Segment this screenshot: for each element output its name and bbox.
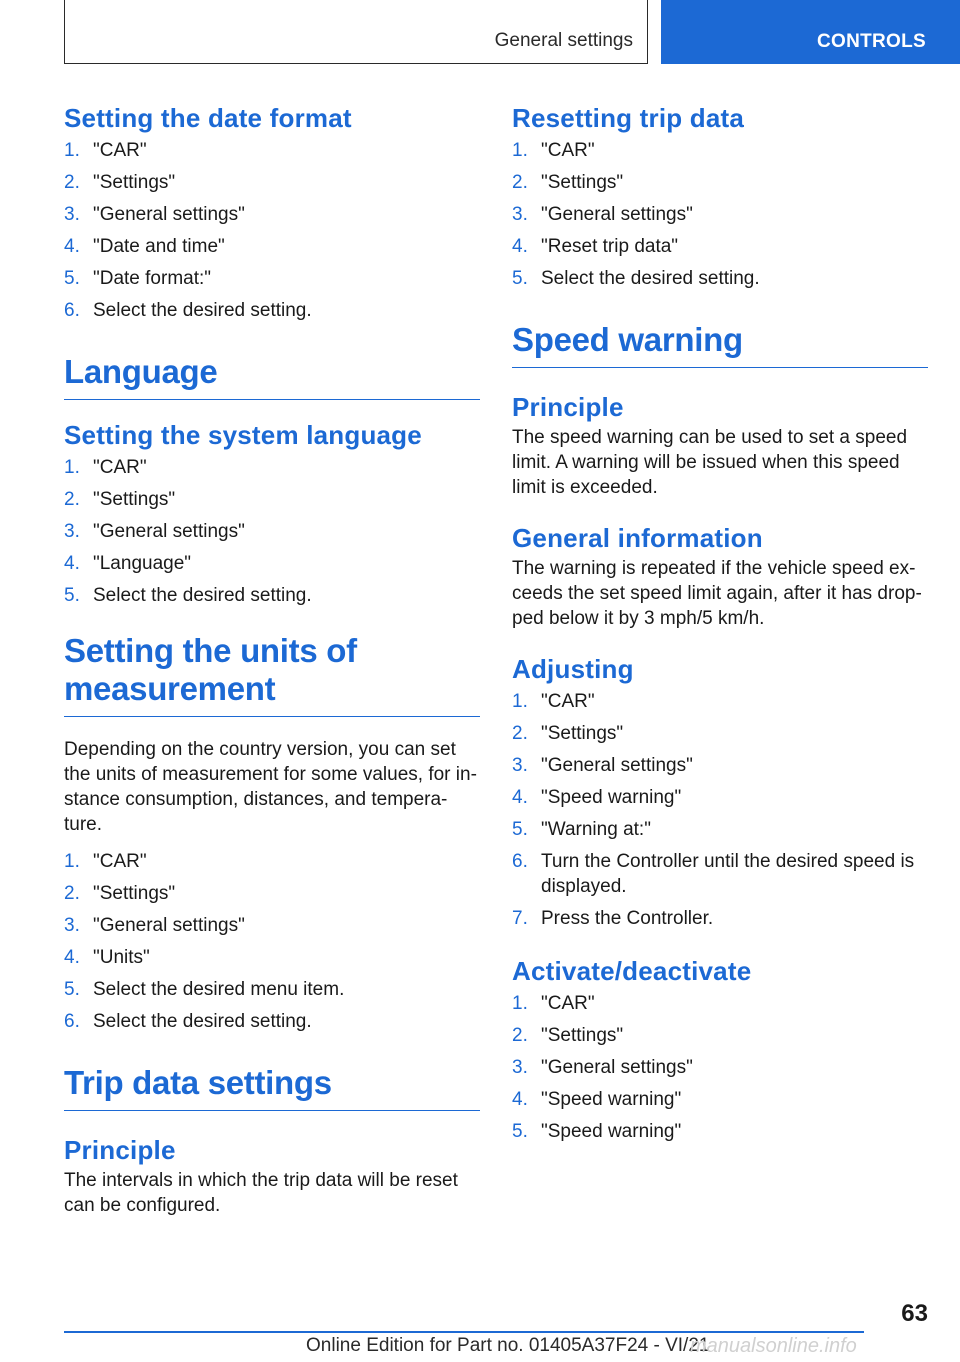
step-number: 7. xyxy=(512,908,528,929)
activate-step xyxy=(512,1087,928,1112)
units-intro: Depending on the country version, you can set the units of measurement for some values, for in-stance consumption, distances, and tempera-ture. xyxy=(64,739,477,835)
activate-step xyxy=(512,1023,928,1048)
step-number: 6. xyxy=(512,851,528,872)
step-number: 3. xyxy=(512,204,528,225)
step-text: "CAR" xyxy=(93,140,147,161)
header-chapter-title: CONTROLS xyxy=(816,31,926,52)
step-number: 4. xyxy=(64,236,80,257)
reset-trip-step xyxy=(512,170,928,195)
step-number: 1. xyxy=(512,140,528,161)
language-step xyxy=(64,487,480,512)
step-text: Select the desired setting. xyxy=(93,585,312,606)
step-number: 1. xyxy=(64,851,80,872)
adjusting-steps xyxy=(512,689,928,931)
step-number: 2. xyxy=(64,489,80,510)
step-number: 4. xyxy=(512,236,528,257)
step-text: "Speed warning" xyxy=(541,1121,682,1142)
step-number: 3. xyxy=(512,1057,528,1078)
step-text: "Speed warning" xyxy=(541,1089,682,1110)
step-number: 2. xyxy=(64,172,80,193)
trip-data-heading: Trip data settings xyxy=(64,1064,480,1111)
step-text: "General settings" xyxy=(541,1057,693,1078)
activate-step xyxy=(512,1119,928,1144)
step-number: 5. xyxy=(512,819,528,840)
date-format-step xyxy=(64,266,480,291)
step-number: 5. xyxy=(512,1121,528,1142)
step-text: "General settings" xyxy=(93,915,245,936)
step-text: Select the desired setting. xyxy=(541,268,760,289)
units-step xyxy=(64,945,480,970)
step-number: 3. xyxy=(64,521,80,542)
date-format-step xyxy=(64,202,480,227)
step-text: "General settings" xyxy=(93,521,245,542)
step-number: 4. xyxy=(64,947,80,968)
adjusting-step xyxy=(512,689,928,714)
step-text: "Settings" xyxy=(93,172,176,193)
header-chapter-tab xyxy=(661,0,960,64)
date-format-steps xyxy=(64,138,480,323)
step-number: 5. xyxy=(64,268,80,289)
step-number: 5. xyxy=(64,585,80,606)
step-text: "CAR" xyxy=(541,993,595,1014)
reset-trip-heading: Resetting trip data xyxy=(512,103,745,133)
reset-trip-steps xyxy=(512,138,928,291)
step-number: 3. xyxy=(64,204,80,225)
reset-trip-step xyxy=(512,266,928,291)
step-text: "Units" xyxy=(93,947,150,968)
step-number: 1. xyxy=(64,140,80,161)
language-heading: Language xyxy=(64,353,480,400)
step-number: 2. xyxy=(512,1025,528,1046)
step-number: 5. xyxy=(512,268,528,289)
date-format-step xyxy=(64,298,480,323)
date-format-step xyxy=(64,170,480,195)
units-step xyxy=(64,977,480,1002)
step-number: 1. xyxy=(64,457,80,478)
language-step xyxy=(64,455,480,480)
step-number: 2. xyxy=(64,883,80,904)
step-text: "CAR" xyxy=(93,851,147,872)
language-step xyxy=(64,551,480,576)
step-number: 2. xyxy=(512,172,528,193)
units-steps xyxy=(64,849,480,1034)
adjusting-heading: Adjusting xyxy=(512,654,634,684)
step-number: 1. xyxy=(512,691,528,712)
adjusting-step xyxy=(512,817,928,842)
adjusting-step xyxy=(512,849,928,899)
step-number: 3. xyxy=(64,915,80,936)
general-info-heading: General information xyxy=(512,523,763,553)
reset-trip-step xyxy=(512,138,928,163)
activate-heading: Activate/deactivate xyxy=(512,956,752,986)
step-text: "Settings" xyxy=(541,1025,624,1046)
speed-warning-heading: Speed warning xyxy=(512,321,928,368)
activate-step xyxy=(512,991,928,1016)
step-text: "Language" xyxy=(93,553,192,574)
step-text: "General settings" xyxy=(541,204,693,225)
left-column xyxy=(64,100,480,1218)
step-number: 6. xyxy=(64,300,80,321)
step-number: 4. xyxy=(512,1089,528,1110)
step-text: "Settings" xyxy=(541,172,624,193)
reset-trip-step xyxy=(512,234,928,259)
footer-edition: Online Edition for Part no. 01405A37F24 - VI/21 xyxy=(306,1335,710,1356)
step-text: "Reset trip data" xyxy=(541,236,679,257)
system-language-heading: Setting the system language xyxy=(64,420,422,450)
right-column xyxy=(512,100,928,1151)
step-text: "CAR" xyxy=(541,691,595,712)
units-step xyxy=(64,849,480,874)
language-steps xyxy=(64,455,480,608)
watermark: manualsonline.info xyxy=(690,1335,857,1357)
step-number: 1. xyxy=(512,993,528,1014)
adjusting-step xyxy=(512,906,928,931)
units-heading-line2: measurement xyxy=(64,670,276,707)
step-text: "General settings" xyxy=(93,204,245,225)
units-heading xyxy=(64,632,480,717)
step-text: Turn the Controller until the desired speed is displayed. xyxy=(541,851,915,897)
step-text: "Settings" xyxy=(93,489,176,510)
adjusting-step xyxy=(512,785,928,810)
activate-step xyxy=(512,1055,928,1080)
date-format-heading: Setting the date format xyxy=(64,103,352,133)
language-step xyxy=(64,519,480,544)
step-text: "CAR" xyxy=(541,140,595,161)
units-step xyxy=(64,913,480,938)
step-text: "Speed warning" xyxy=(541,787,682,808)
step-number: 5. xyxy=(64,979,80,1000)
units-heading-line1: Setting the units of xyxy=(64,632,357,669)
adjusting-step xyxy=(512,753,928,778)
step-text: "General settings" xyxy=(541,755,693,776)
step-text: "Settings" xyxy=(541,723,624,744)
step-number: 4. xyxy=(64,553,80,574)
page-number: 63 xyxy=(901,1300,928,1327)
footer-divider xyxy=(64,1331,864,1333)
speed-principle-text: The speed warning can be used to set a speed limit. A warning will be issued when this speed limit is exceeded. xyxy=(512,427,908,498)
step-text: Select the desired setting. xyxy=(93,1011,312,1032)
trip-principle-text: The intervals in which the trip data will be reset can be configured. xyxy=(64,1170,458,1216)
step-text: "Warning at:" xyxy=(541,819,651,840)
reset-trip-step xyxy=(512,202,928,227)
step-text: Select the desired menu item. xyxy=(93,979,345,1000)
header-section-title: General settings xyxy=(494,30,633,51)
step-text: Select the desired setting. xyxy=(93,300,312,321)
date-format-step xyxy=(64,138,480,163)
step-number: 4. xyxy=(512,787,528,808)
step-text: Press the Controller. xyxy=(541,908,714,929)
header-section-tab xyxy=(64,0,648,64)
step-text: "Settings" xyxy=(93,883,176,904)
step-number: 6. xyxy=(64,1011,80,1032)
speed-principle-heading: Principle xyxy=(512,392,624,422)
step-number: 3. xyxy=(512,755,528,776)
step-number: 2. xyxy=(512,723,528,744)
date-format-step xyxy=(64,234,480,259)
step-text: "Date format:" xyxy=(93,268,212,289)
adjusting-step xyxy=(512,721,928,746)
trip-principle-heading: Principle xyxy=(64,1135,176,1165)
units-step xyxy=(64,881,480,906)
activate-steps xyxy=(512,991,928,1144)
step-text: "CAR" xyxy=(93,457,147,478)
general-info-text: The warning is repeated if the vehicle speed ex-ceeds the set speed limit again, after it has drop-ped below it by 3 mph/5 km/h. xyxy=(512,558,922,629)
language-step xyxy=(64,583,480,608)
step-text: "Date and time" xyxy=(93,236,225,257)
units-step xyxy=(64,1009,480,1034)
